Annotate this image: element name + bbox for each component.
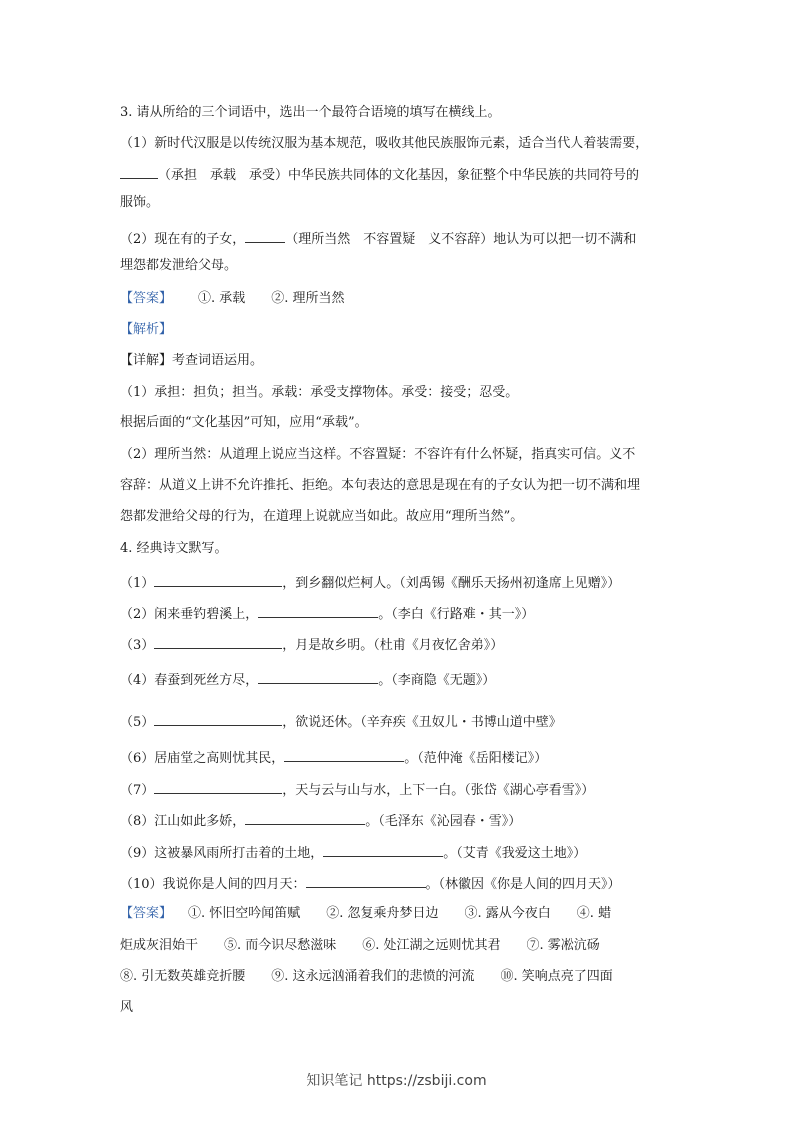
site-watermark-footer: 知识笔记 https://zsbiji.com xyxy=(306,1073,487,1089)
q3-detail-3: （2）理所当然：从道理上说应当这样。不容置疑：不容许有什么怀疑，指真实可信。义不 xyxy=(120,447,636,462)
q3-analysis-tag: 【解析】 xyxy=(120,322,173,337)
q4-item-1: （1） ，到乡翻似烂柯人。（刘禹锡《酬乐天扬州初逢席上见赠》） xyxy=(120,572,620,593)
answer-tag: 【答案】 xyxy=(120,906,173,921)
answer-tag: 【答案】 xyxy=(120,291,173,306)
q3-part2-line1: （2）现在有的子女， （理所当然 不容置疑 义不容辞）地认为可以把一切不满和 xyxy=(120,228,636,249)
q4-item-7: （7） ，天与云与山与水，上下一白。（张岱《湖心亭看雪》） xyxy=(120,779,594,800)
q4-answer-line2: 炬成灰泪始干 ⑤. 而今识尽愁滋味 ⑥. 处江湖之远则忧其君 ⑦. 雾凇沆砀 xyxy=(120,938,600,953)
q4-answer-line1: 【答案】 ①. 怀旧空吟闻笛赋 ②. 忽复乘舟梦日边 ③. 露从今夜白 ④. 蜡 xyxy=(120,906,612,921)
q3-detail-2: 根据后面的“文化基因”可知，应用“承载”。 xyxy=(120,415,368,430)
q4-answer-line3: ⑧. 引无数英雄竞折腰 ⑨. 这永远汹涌着我们的悲愤的河流 ⑩. 笑响点亮了四面 xyxy=(120,969,613,984)
fill-blank xyxy=(245,810,365,825)
q4-item-5: （5） ，欲说还休。（辛弃疾《丑奴儿・书博山道中壁》 xyxy=(120,711,562,732)
q4-item-4: （4）春蚕到死丝方尽， 。（李商隐《无题》） xyxy=(120,669,495,690)
question-4-title: 4. 经典诗文默写。 xyxy=(120,541,228,556)
q4-answer-line4: 风 xyxy=(120,1000,134,1015)
q3-part2-line2: 埋怨都发泄给父母。 xyxy=(120,258,238,273)
fill-blank xyxy=(154,779,282,794)
fill-blank xyxy=(154,634,282,649)
q3-answer: 【答案】 ①. 承载 ②. 理所当然 xyxy=(120,291,345,306)
fill-blank xyxy=(245,228,285,243)
fill-blank xyxy=(284,747,404,762)
q3-detail-4: 容辞：从道义上讲不允许推托、拒绝。本句表达的意思是现在有的子女认为把一切不满和埋 xyxy=(120,478,641,493)
fill-blank xyxy=(154,711,282,726)
question-3-title: 3. 请从所给的三个词语中，选出一个最符合语境的填写在横线上。 xyxy=(120,105,501,120)
q4-item-6: （6）居庙堂之高则忧其民， 。（范仲淹《岳阳楼记》） xyxy=(120,747,547,768)
fill-blank xyxy=(154,572,282,587)
q3-part1-line3: 服饰。 xyxy=(120,195,160,210)
q4-item-3: （3） ，月是故乡明。（杜甫《月夜忆舍弟》） xyxy=(120,634,503,655)
fill-blank xyxy=(258,669,378,684)
q4-item-10: （10）我说你是人间的四月天： 。（林徽因《你是人间的四月天》） xyxy=(120,873,621,894)
q3-detail-5: 怨都发泄给父母的行为，在道理上说就应当如此。故应用“理所当然”。 xyxy=(120,509,524,524)
q4-item-9: （9）这被暴风雨所打击着的土地， 。（艾青《我爱这土地》） xyxy=(120,842,586,863)
q3-part1-line1: （1）新时代汉服是以传统汉服为基本规范，吸收其他民族服饰元素，适合当代人着装需要， xyxy=(120,136,649,151)
q3-part1-line2: （承担 承载 承受）中华民族共同体的文化基因，象征整个中华民族的共同符号的 xyxy=(120,164,639,185)
q3-detail-1: （1）承担：担负；担当。承载：承受支撑物体。承受：接受；忍受。 xyxy=(120,385,519,400)
q3-detail: 【详解】考查词语运用。 xyxy=(120,353,264,368)
q4-item-2: （2）闲来垂钓碧溪上， 。（李白《行路难・其一》） xyxy=(120,603,534,624)
fill-blank xyxy=(323,842,443,857)
fill-blank xyxy=(120,164,158,179)
fill-blank xyxy=(306,873,426,888)
fill-blank xyxy=(258,603,378,618)
q4-item-8: （8）江山如此多娇， 。（毛泽东《沁园春・雪》） xyxy=(120,810,521,831)
